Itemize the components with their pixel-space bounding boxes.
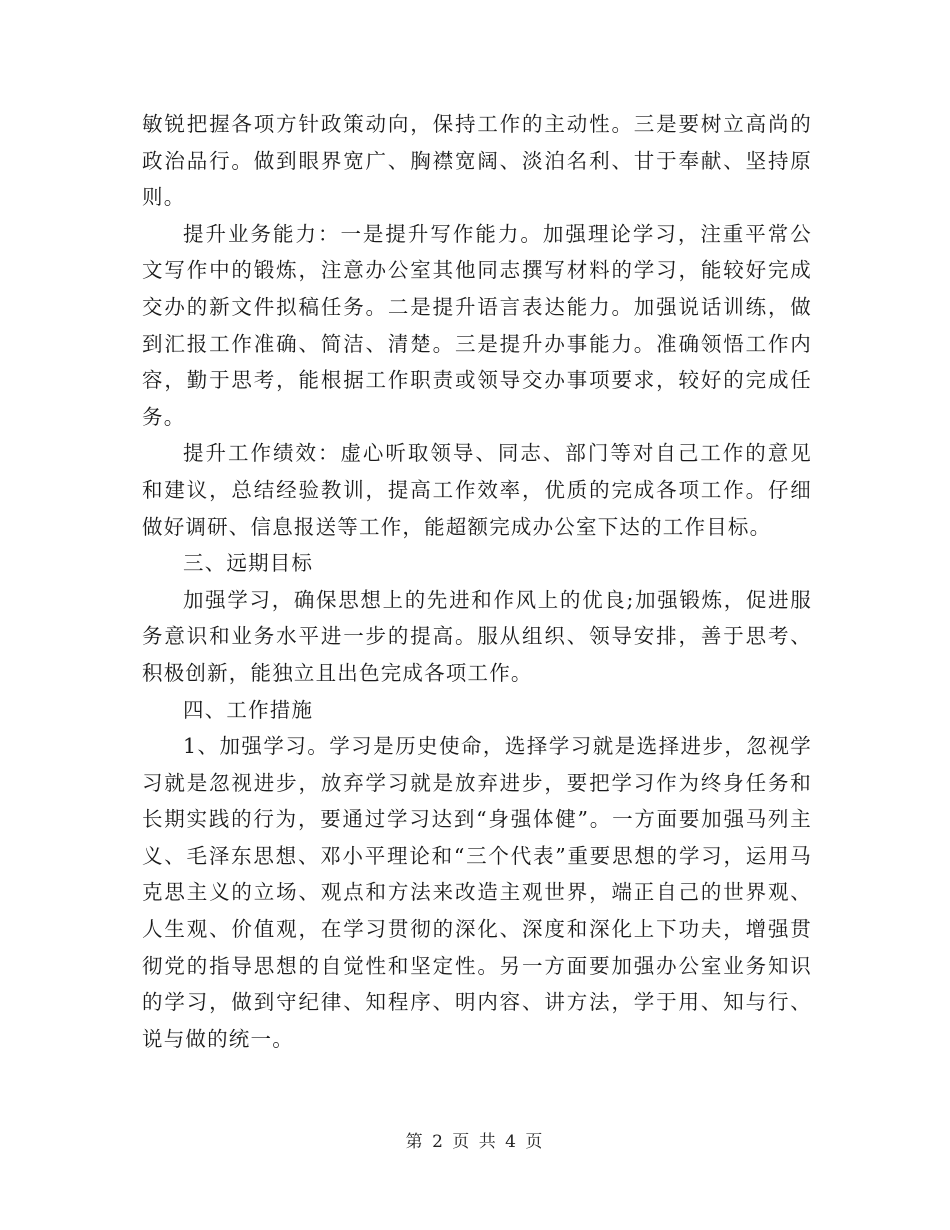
page-number-footer: 第 2 页 共 4 页 (405, 1132, 545, 1152)
paragraph-business-ability: 提升业务能力：一是提升写作能力。加强理论学习，注重平常公文写作中的锻炼，注意办公室其他同志撰写材料的学习，能较好完成交办的新文件拟稿任务。二是提升语言表达能力。加强说话训练，做到汇报工作准确、简洁、清楚。三是提升办事能力。准确领悟工作内容，勤于思考，能根据工作职责或领导交办事项要求，较好的完成任务。 (142, 221, 812, 429)
paragraph-1: 敏锐把握各项方针政策动向，保持工作的主动性。三是要树立高尚的政治品行。做到眼界宽广、胸襟宽阔、淡泊名利、甘于奉献、坚持原则。 (142, 112, 812, 210)
heading-long-term-goals: 三、远期目标 (183, 551, 314, 576)
paragraph-long-term-goals: 加强学习，确保思想上的先进和作风上的优良;加强锻炼，促进服务意识和业务水平进一步的提高。服从组织、领导安排，善于思考、积极创新，能独立且出色完成各项工作。 (142, 587, 812, 685)
document-body (142, 106, 812, 1057)
paragraph-strengthen-learning: 1、加强学习。学习是历史使命，选择学习就是选择进步，忽视学习就是忽视进步，放弃学习就是放弃进步，要把学习作为终身任务和长期实践的行为，要通过学习达到“身强体健”。一方面要加强马列主义、毛泽东思想、邓小平理论和“三个代表”重要思想的学习，运用马克思主义的立场、观点和方法来改造主观世界，端正自己的世界观、人生观、价值观，在学习贯彻的深化、深度和深化上下功夫，增强贯彻党的指导思想的自觉性和坚定性。另一方面要加强办公室业务知识的学习，做到守纪律、知程序、明内容、讲方法，学于用、知与行、说与做的统一。 (142, 734, 812, 1051)
heading-work-measures: 四、工作措施 (183, 697, 314, 722)
paragraph-work-performance: 提升工作绩效：虚心听取领导、同志、部门等对自己工作的意见和建议，总结经验教训，提高工作效率，优质的完成各项工作。仔细做好调研、信息报送等工作，能超额完成办公室下达的工作目标。 (142, 441, 812, 539)
